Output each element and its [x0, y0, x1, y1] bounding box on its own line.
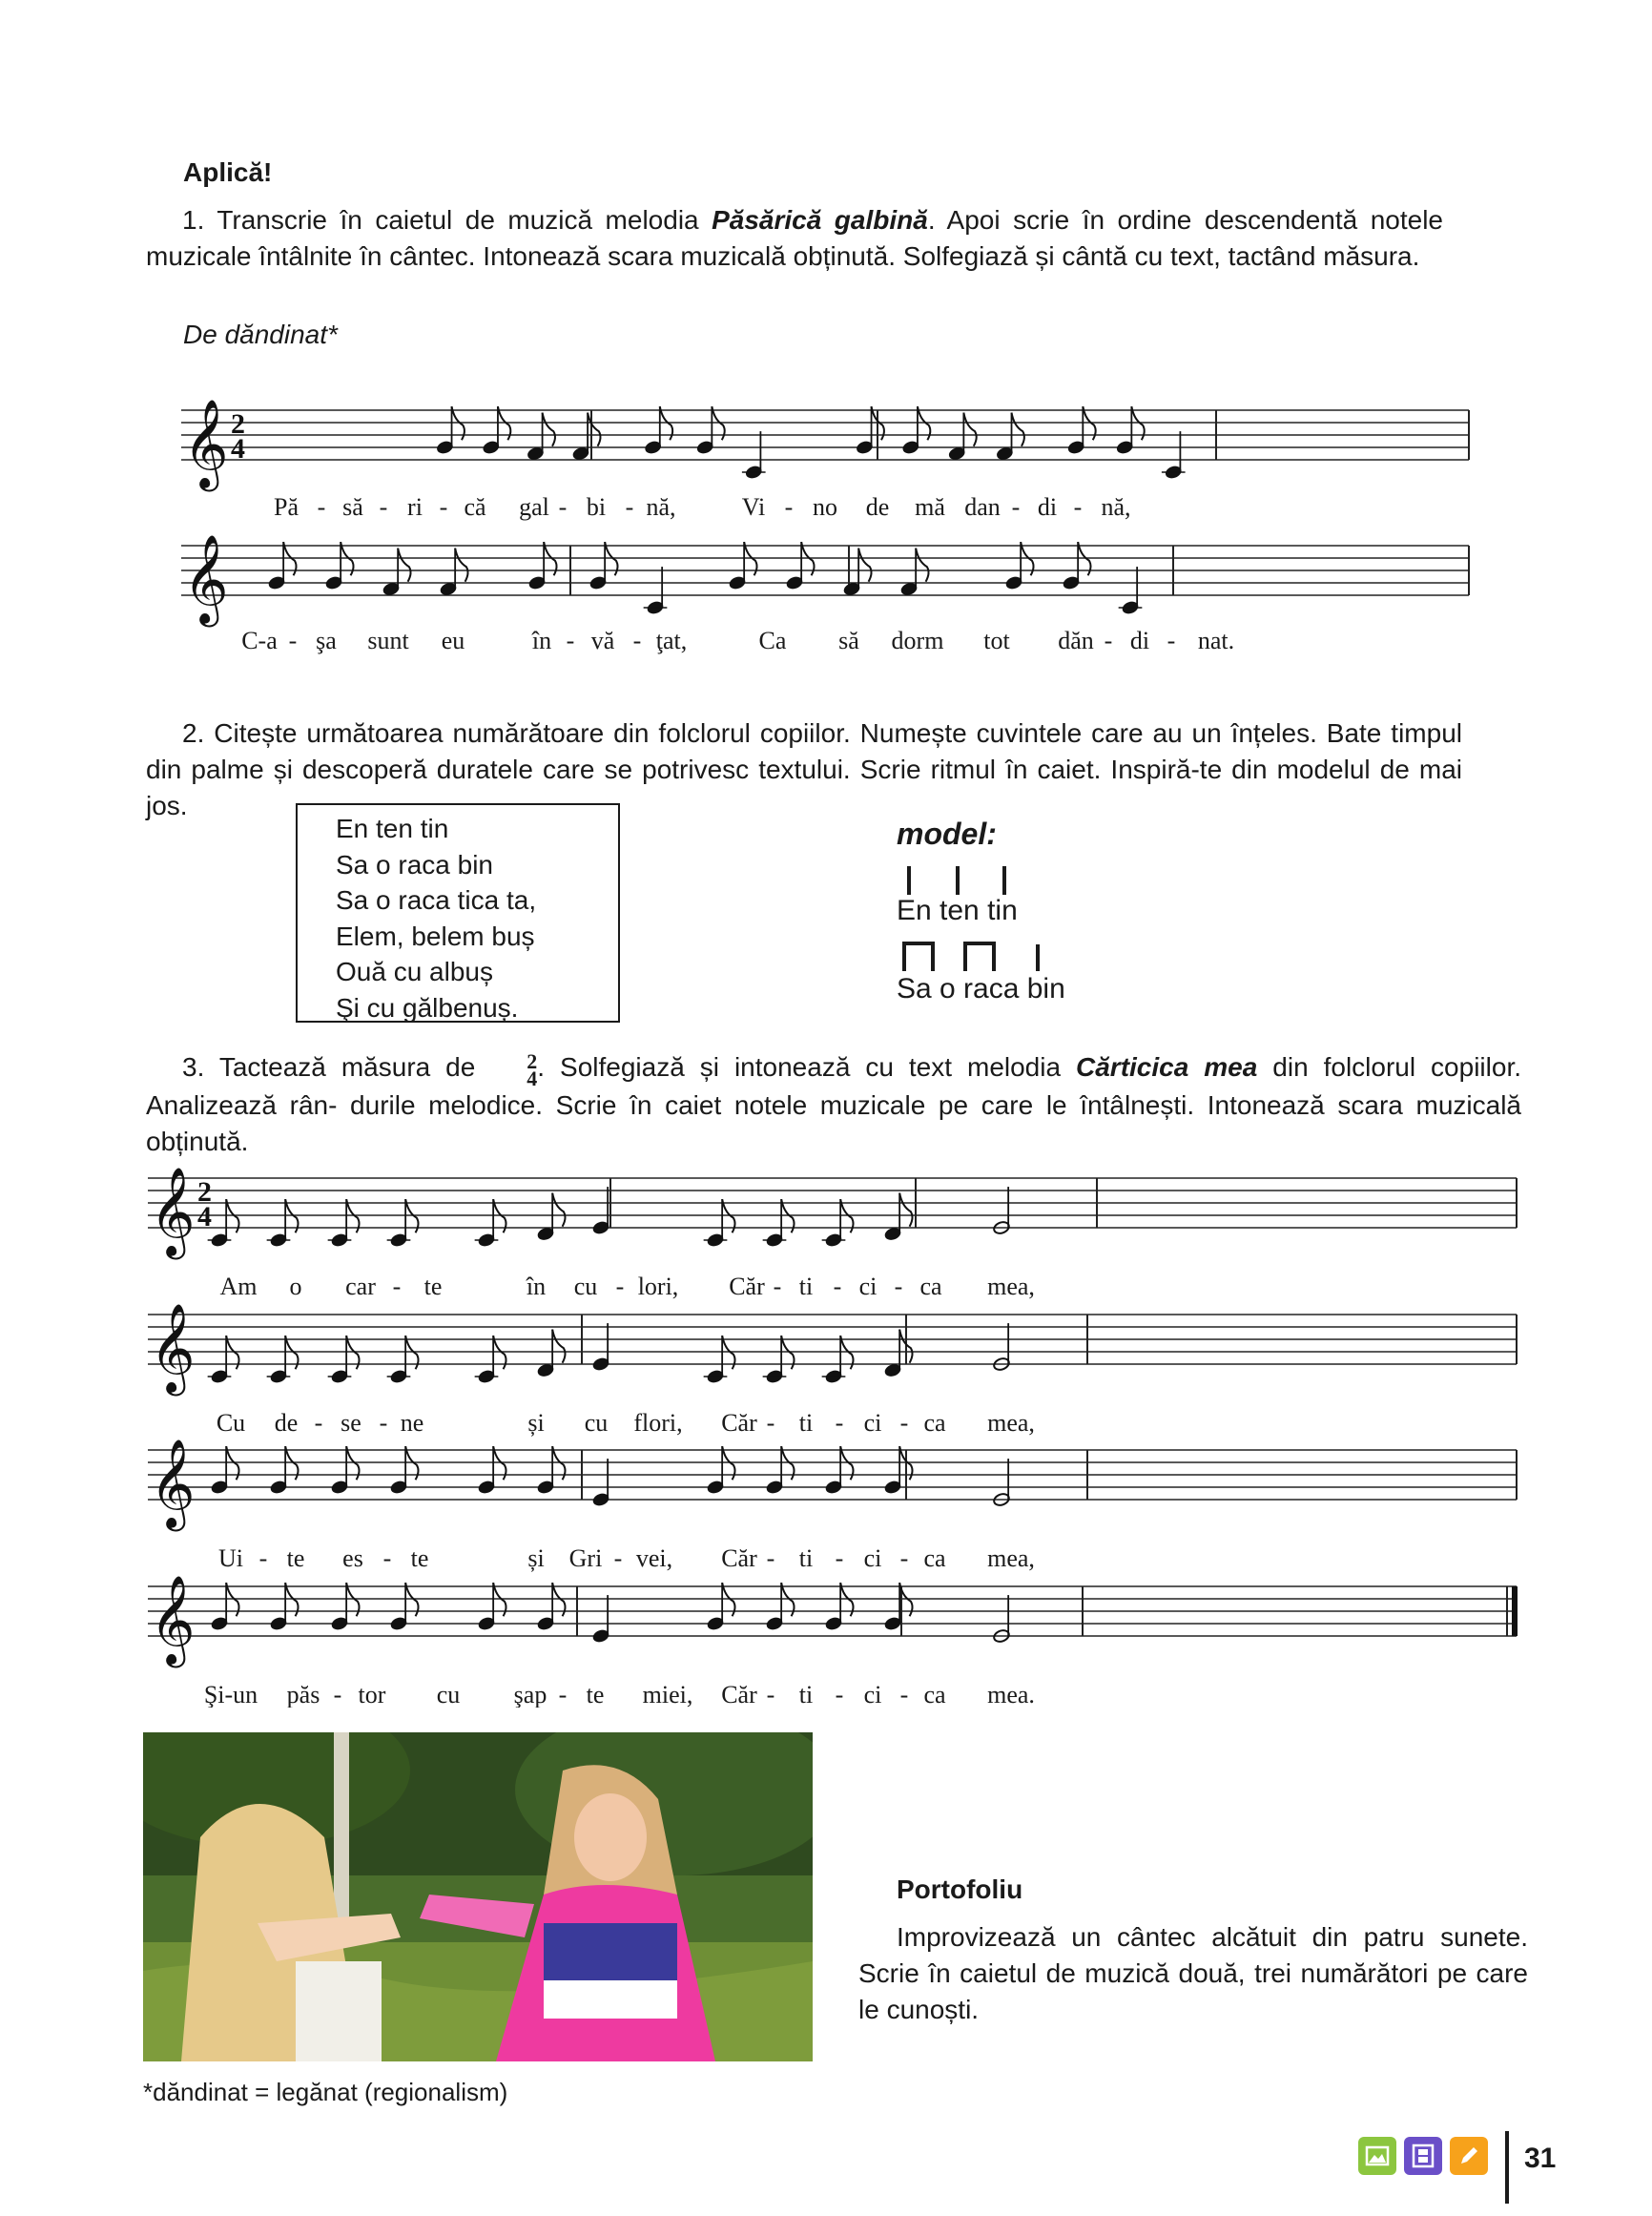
lyric-syllable: - [288, 627, 298, 654]
lyric-syllable: nă, [646, 493, 676, 521]
lyric-syllable: Căr [729, 1273, 765, 1300]
lyric-syllable: cu [584, 1409, 609, 1437]
note-flag [1012, 413, 1024, 446]
portfolio-title: Portofoliu [897, 1874, 1023, 1904]
lyric-syllable: - [558, 493, 568, 521]
lyric-syllable: dan [964, 493, 1001, 521]
page-number-divider [1505, 2131, 1509, 2204]
exercise-1-text: 1. Transcrie în caietul de muzică melodia Păsărică galbină. Apoi scrie în ordine descendentă notele muzicale întâlnite în cântec. Intonează scara muzicală obținută. Solfegiază și cântă cu text, tactând măsura. [146, 205, 1443, 271]
lyric-syllable: te [586, 1681, 605, 1708]
lyric-syllable: în [531, 627, 552, 654]
lyric-syllable: te [410, 1544, 429, 1572]
lyric-syllable: mea, [987, 1544, 1035, 1572]
lyric-syllable: - [613, 1544, 623, 1572]
lyric-syllable: nat. [1197, 627, 1235, 654]
lyric-syllable: ti [798, 1544, 814, 1572]
lyric-syllable: car [345, 1273, 376, 1300]
lyric-syllable: ca [923, 1544, 946, 1572]
rhythm-eighth-pairs [897, 941, 1049, 973]
rhyme-line: En ten tin [336, 814, 449, 843]
lyric-syllable: gal [519, 493, 549, 521]
lyric-syllable: - [899, 1544, 909, 1572]
lyric-syllable: se [341, 1409, 361, 1437]
lyric-syllable: să [342, 493, 363, 521]
rhyme-line: Sa o raca tica ta, [336, 885, 537, 915]
lyric-syllable: es [342, 1544, 363, 1572]
lyric-syllable: Căr [721, 1681, 757, 1708]
staff-line-1 [148, 1168, 1517, 1300]
lyric-syllable: - [439, 493, 448, 521]
footnote: *dăndinat = legănat (regionalism) [143, 2078, 508, 2106]
lyric-syllable: - [379, 1409, 388, 1437]
lyric-syllable: - [835, 1409, 844, 1437]
photo-girls-playing [143, 1732, 813, 2061]
final-bar-thick [1512, 1586, 1518, 1636]
note-flag [588, 413, 600, 446]
lyric-syllable: - [766, 1544, 775, 1572]
time-signature-bottom: 4 [231, 433, 245, 465]
treble-clef: 𝄞 [183, 402, 229, 487]
exercise-2-text: 2. Citește următoarea numărătoare din folclorul copiilor. Numește cuvintele care au un înțeles. Bate timpul din palme și descoperă duratele care se potrivesc textului. Scrie ritmul în caiet. Inspiră-te din modelul de mai jos. [146, 718, 1462, 820]
lyric-syllable: - [333, 1681, 342, 1708]
lyric-syllable: de [865, 493, 890, 521]
lyric-syllable: C-a [241, 627, 278, 654]
lyric-syllable: Cu [216, 1409, 246, 1437]
staff-line-4 [148, 1576, 1518, 1708]
lyric-syllable: - [833, 1273, 842, 1300]
lyric-syllable: - [558, 1681, 568, 1708]
film-icon[interactable] [1404, 2137, 1442, 2175]
lyric-syllable: cu [436, 1681, 461, 1708]
lyric-syllable: și [527, 1409, 545, 1437]
lyric-syllable: - [899, 1409, 909, 1437]
image-icon[interactable] [1358, 2137, 1396, 2175]
lyric-syllable: - [382, 1544, 392, 1572]
note-flag [858, 549, 871, 582]
lyric-syllable: - [625, 493, 634, 521]
treble-clef: 𝄞 [150, 1441, 196, 1526]
lyric-syllable: di [1129, 627, 1150, 654]
lyric-syllable: mea, [987, 1409, 1035, 1437]
lyric-syllable: miei, [642, 1681, 693, 1708]
note-flag [552, 1330, 565, 1363]
tempo-marking: De dăndinat* [183, 320, 338, 349]
lyric-syllable: ti [798, 1409, 814, 1437]
treble-clef: 𝄞 [183, 537, 229, 622]
lyric-syllable: te [286, 1544, 305, 1572]
treble-clef: 𝄞 [150, 1306, 196, 1391]
lyric-syllable: mă [915, 493, 945, 521]
lyric-syllable: tor [358, 1681, 386, 1708]
lyric-syllable: - [379, 493, 388, 521]
staff-line-2 [181, 535, 1469, 654]
rhyme-line: Elem, belem buș [336, 921, 535, 951]
pencil-icon-glyph [1456, 2144, 1481, 2168]
lyric-syllable: lori, [637, 1273, 679, 1300]
lyric-syllable: Şi-un [203, 1681, 258, 1708]
time-signature-inline: 2 4 [527, 1049, 538, 1090]
rhyme-box [296, 803, 620, 1023]
lyric-syllable: flori, [633, 1409, 683, 1437]
rhyme-line: Sa o raca bin [336, 849, 493, 880]
lyric-syllable: vei, [635, 1544, 673, 1572]
lyric-syllable: vă [590, 627, 615, 654]
lyric-syllable: Ui [218, 1544, 243, 1572]
lyric-syllable: Vi [741, 493, 766, 521]
lyric-syllable: - [566, 627, 575, 654]
rhyme-line: Ouă cu albuș [336, 957, 493, 986]
lyric-syllable: Am [219, 1273, 258, 1300]
lyric-syllable: și [527, 1544, 545, 1572]
lyric-syllable: - [258, 1544, 268, 1572]
rhyme-line: Şi cu gălbenuș. [336, 992, 519, 1023]
treble-clef: 𝄞 [150, 1170, 196, 1254]
lyric-syllable: eu [441, 627, 465, 654]
lyric-syllable: Căr [721, 1409, 757, 1437]
model-line-1: En ten tin [897, 895, 1018, 926]
lyric-syllable: sunt [367, 627, 409, 654]
lyric-syllable: ci [863, 1681, 882, 1708]
lyric-syllable: şa [316, 627, 337, 654]
lyric-syllable: nă, [1101, 493, 1131, 521]
time-signature-top: 2 [231, 408, 245, 440]
lyric-syllable: Gri [568, 1544, 603, 1572]
staff-line-3 [148, 1439, 1517, 1572]
lyric-syllable: - [835, 1544, 844, 1572]
lyric-syllable: Ca [758, 627, 787, 654]
note-flag [916, 549, 928, 582]
lyric-syllable: - [773, 1273, 782, 1300]
staff-line-1 [181, 400, 1469, 521]
photo-illustration [143, 1732, 813, 2061]
lyric-syllable: ti [798, 1681, 814, 1708]
treble-clef: 𝄞 [150, 1578, 196, 1663]
lyric-syllable: o [289, 1273, 302, 1300]
lyric-syllable: te [423, 1273, 443, 1300]
lyric-syllable: ri [407, 493, 423, 521]
lyric-syllable: Căr [721, 1544, 757, 1572]
lyric-syllable: - [766, 1409, 775, 1437]
lyric-syllable: ci [863, 1409, 882, 1437]
rhythm-quarter-notes [897, 864, 1040, 897]
lyric-syllable: - [835, 1681, 844, 1708]
note-flag [552, 1193, 565, 1227]
model-line-2: Sa o raca bin [897, 973, 1065, 1004]
lyric-syllable: di [1037, 493, 1058, 521]
lyric-syllable: cu [573, 1273, 598, 1300]
lyric-syllable: în [526, 1273, 547, 1300]
lyric-syllable: ca [919, 1273, 942, 1300]
time-signature-top: 2 [197, 1176, 212, 1208]
lyric-syllable: - [894, 1273, 903, 1300]
lyric-syllable: - [1104, 627, 1113, 654]
lyric-syllable: ca [923, 1409, 946, 1437]
lyric-syllable: de [274, 1409, 299, 1437]
lyric-syllable: - [314, 1409, 323, 1437]
lyric-syllable: - [899, 1681, 909, 1708]
lyric-syllable: - [1011, 493, 1021, 521]
note-flag [899, 1193, 912, 1227]
lyric-syllable: mea, [987, 1273, 1035, 1300]
lyric-syllable: - [317, 493, 326, 521]
lyric-syllable: să [838, 627, 859, 654]
lyric-syllable: - [392, 1273, 402, 1300]
lyric-syllable: dorm [891, 627, 944, 654]
lyric-syllable: ci [858, 1273, 878, 1300]
lyric-syllable: - [615, 1273, 625, 1300]
note-flag [398, 549, 410, 582]
exercise-3-text: 3. Tactează măsura de 2 4 . Solfegiază și intonează cu text melodia Cărticica mea din folclorul copiilor. Analizează rân- durile melodice. Scrie în caiet notele muzicale pe care le întâlnești. Intonează scara muzicală obținută. [146, 1049, 1521, 1156]
image-icon-glyph [1365, 2144, 1390, 2168]
page-number: 31 [1524, 2143, 1557, 2174]
score-carticica-mea [143, 1145, 1526, 1708]
note-flag [455, 549, 467, 582]
staff-line-2 [148, 1304, 1517, 1437]
lyric-syllable: păs [286, 1681, 320, 1708]
section-title: Aplică! [183, 157, 273, 187]
lyric-syllable: - [632, 627, 642, 654]
lyric-syllable: ti [798, 1273, 814, 1300]
note-flag [543, 413, 555, 446]
lyric-syllable: mea. [987, 1681, 1035, 1708]
lyric-syllable: - [766, 1681, 775, 1708]
portfolio-text: Improvizează un cântec alcătuit din patru sunete. Scrie în caietul de muzică două, trei numărători pe care le cunoști. [858, 1922, 1528, 2024]
lyric-syllable: ne [400, 1409, 424, 1437]
lyric-syllable: tot [983, 627, 1010, 654]
pencil-icon[interactable] [1450, 2137, 1488, 2175]
lyric-syllable: Pă [274, 493, 299, 521]
lyric-syllable: dăn [1058, 627, 1094, 654]
lyric-syllable: - [1167, 627, 1176, 654]
lyric-syllable: bi [586, 493, 607, 521]
lyric-syllable: ca [923, 1681, 946, 1708]
lyric-syllable: - [1073, 493, 1083, 521]
lyric-syllable: - [784, 493, 794, 521]
lyric-syllable: şap [513, 1681, 547, 1708]
model-label: model: [897, 817, 997, 851]
score-pasarica-galbina [172, 372, 1488, 668]
film-icon-glyph [1411, 2144, 1435, 2168]
time-signature-bottom: 4 [197, 1201, 212, 1232]
lyric-syllable: ţat, [655, 627, 688, 654]
lyric-syllable: ci [863, 1544, 882, 1572]
lyric-syllable: no [813, 493, 837, 521]
lyric-syllable: că [464, 493, 486, 521]
note-flag [963, 413, 976, 446]
